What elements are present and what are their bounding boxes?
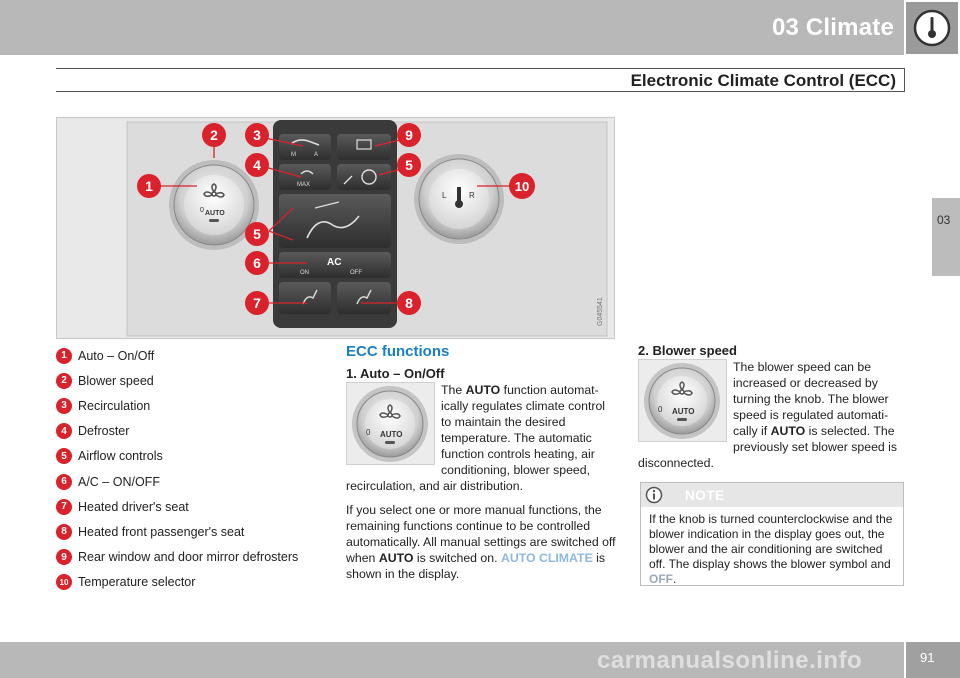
legend-item bbox=[56, 545, 326, 570]
knob-zero: 0 bbox=[200, 207, 204, 214]
callout-7: 7 bbox=[253, 295, 261, 311]
legend-num: 5 bbox=[56, 448, 72, 464]
legend-num: 3 bbox=[56, 398, 72, 414]
legend-item bbox=[56, 444, 326, 469]
blower-paragraph: The blower speed can be increased or decreased by turning the knob. The blower speed is regulated automatically if AUTO is selected. The previously set blower speed is disconnected. bbox=[638, 360, 898, 470]
legend-num: 7 bbox=[56, 499, 72, 515]
legend-label: Rear window and door mirror defrosters bbox=[78, 550, 299, 565]
panel-text-max: MAX bbox=[297, 182, 311, 188]
thumb-zero: 0 bbox=[366, 428, 371, 437]
auto-knob-thumbnail bbox=[346, 382, 435, 465]
legend-label: Temperature selector bbox=[78, 575, 196, 590]
callout-10: 10 bbox=[514, 179, 530, 194]
knob-l: L bbox=[442, 191, 447, 200]
blower-speed-column bbox=[638, 343, 908, 471]
section-title: Electronic Climate Control (ECC) bbox=[630, 71, 896, 90]
legend-num: 4 bbox=[56, 423, 72, 439]
callout-4: 4 bbox=[253, 157, 261, 173]
header-bar bbox=[0, 0, 904, 55]
legend-label: Heated front passenger's seat bbox=[78, 524, 245, 539]
callout-6: 6 bbox=[253, 255, 261, 271]
thumb-zero: 0 bbox=[658, 405, 663, 414]
legend-label: Recirculation bbox=[78, 398, 151, 413]
legend-item bbox=[56, 393, 326, 418]
callout-5-left: 5 bbox=[253, 226, 261, 242]
panel-text-ac: AC bbox=[327, 257, 342, 268]
legend-label: Blower speed bbox=[78, 373, 154, 388]
knob-r: R bbox=[469, 191, 475, 200]
legend-item bbox=[56, 469, 326, 494]
thumb-auto: AUTO bbox=[380, 430, 403, 439]
legend-item bbox=[56, 419, 326, 444]
callout-legend bbox=[56, 343, 326, 595]
auto-paragraph-1: The AUTO function automatically regulates climate control to maintain the desired temperature. The automatic function controls heating, air conditioning, blower speed, recirculation, and air distribution. bbox=[346, 383, 606, 493]
legend-num: 1 bbox=[56, 348, 72, 364]
image-code: G045541 bbox=[597, 297, 604, 326]
note-header bbox=[641, 483, 903, 507]
side-tab-label: 03 bbox=[937, 213, 951, 227]
panel-text-m: M bbox=[291, 152, 296, 158]
section-header bbox=[56, 68, 905, 92]
legend-item bbox=[56, 368, 326, 393]
chapter-title: 03 Climate bbox=[771, 14, 894, 41]
watermark: carmanualsonline.info bbox=[597, 647, 863, 674]
callout-1: 1 bbox=[145, 178, 153, 194]
legend-num: 9 bbox=[56, 549, 72, 565]
note-body: If the knob is turned counterclockwise and the blower indication in the display goes out, the blower and the air conditioning are switched off. The display shows the blower symbol and OFF. bbox=[649, 512, 893, 586]
panel-text-off: OFF bbox=[350, 270, 362, 276]
auto-heading: 1. Auto – On/Off bbox=[346, 366, 445, 381]
legend-num: 2 bbox=[56, 373, 72, 389]
knob-auto-label: AUTO bbox=[205, 210, 225, 217]
auto-paragraph-2: If you select one or more manual functions, the remaining functions continue to be controlled automatically. All manual settings are switched off when AUTO is switched on. AUTO CLIMATE is shown in the display. bbox=[346, 503, 616, 581]
ecc-panel-illustration bbox=[56, 117, 615, 339]
page-number: 91 bbox=[920, 650, 935, 665]
callout-5-right: 5 bbox=[405, 157, 413, 173]
info-icon bbox=[645, 486, 663, 504]
callout-9: 9 bbox=[405, 127, 413, 143]
panel-text-on: ON bbox=[300, 270, 309, 276]
callout-2: 2 bbox=[210, 127, 218, 143]
chapter-icon-box bbox=[906, 2, 958, 54]
chapter-side-tab bbox=[932, 198, 960, 276]
callout-8: 8 bbox=[405, 295, 413, 311]
blower-knob-thumbnail bbox=[638, 359, 727, 442]
legend-label: Heated driver's seat bbox=[78, 499, 189, 514]
legend-label: Airflow controls bbox=[78, 449, 163, 464]
legend-item bbox=[56, 570, 326, 595]
note-title: NOTE bbox=[685, 487, 725, 503]
ecc-functions-heading: ECC functions bbox=[346, 343, 450, 360]
blower-heading: 2. Blower speed bbox=[638, 343, 737, 358]
thumb-auto: AUTO bbox=[672, 407, 695, 416]
legend-item bbox=[56, 343, 326, 368]
legend-item bbox=[56, 519, 326, 544]
panel-text-a: A bbox=[314, 152, 319, 158]
legend-item bbox=[56, 494, 326, 519]
legend-label: Auto – On/Off bbox=[78, 348, 155, 363]
callout-3: 3 bbox=[253, 127, 261, 143]
legend-num: 6 bbox=[56, 474, 72, 490]
legend-num: 8 bbox=[56, 524, 72, 540]
ecc-functions-column bbox=[346, 343, 616, 582]
thermometer-icon bbox=[912, 8, 952, 48]
legend-label: Defroster bbox=[78, 424, 130, 439]
ecc-panel-drawing bbox=[57, 118, 615, 339]
note-box bbox=[640, 482, 904, 586]
legend-label: A/C – ON/OFF bbox=[78, 474, 160, 489]
legend-num: 10 bbox=[56, 574, 72, 590]
